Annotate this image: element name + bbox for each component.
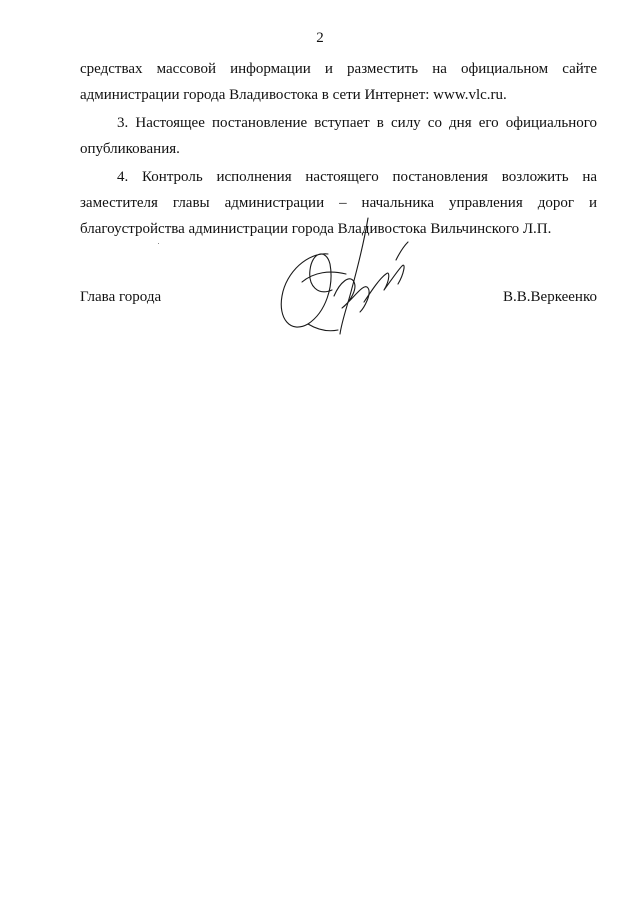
signer-name: В.В.Веркеенко: [503, 289, 597, 305]
paragraph-item-4: 4. Контроль исполнения настоящего постановления возложить на заместителя главы администрации – начальника управления дорог и благоустройства администрации города Владивостока Вильчинского Л.П.: [80, 169, 597, 237]
handwritten-signature: [268, 212, 418, 344]
paragraph-item-3: 3. Настоящее постановление вступает в силу со дня его официального опубликования.: [80, 115, 597, 157]
page-number: 2: [316, 30, 324, 46]
signer-position-title: Глава города: [80, 289, 162, 305]
paragraph-continuation: средствах массовой информации и разместить на официальном сайте администрации города Владивостока в сети Интернет: www.vlc.ru.: [80, 61, 597, 103]
scan-speck: [158, 243, 159, 244]
